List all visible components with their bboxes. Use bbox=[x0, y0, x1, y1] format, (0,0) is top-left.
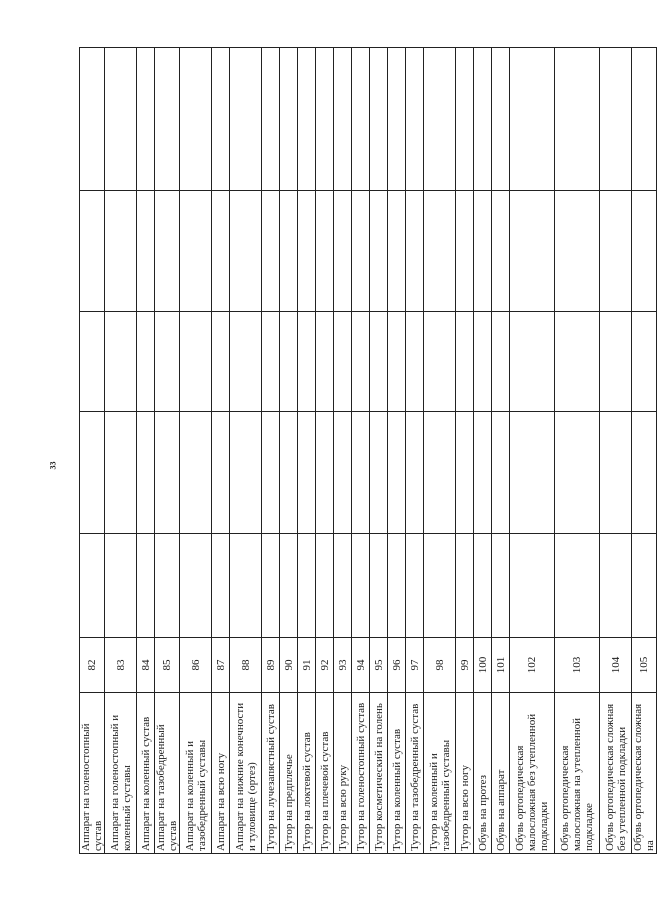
empty-cell bbox=[492, 191, 510, 312]
empty-cell bbox=[388, 412, 406, 534]
empty-cell bbox=[388, 191, 406, 312]
row-item-code: 91 bbox=[298, 638, 316, 693]
row-item-name: Тутор на коленный и тазобедренный суставы bbox=[424, 693, 456, 854]
row-item-code: 94 bbox=[352, 638, 370, 693]
empty-cell bbox=[424, 48, 456, 191]
empty-cell bbox=[230, 191, 262, 312]
table-row bbox=[316, 48, 334, 854]
row-item-code: 92 bbox=[316, 638, 334, 693]
empty-cell bbox=[352, 534, 370, 638]
table-row bbox=[424, 48, 456, 854]
empty-cell bbox=[180, 412, 212, 534]
row-item-code: 98 bbox=[424, 638, 456, 693]
row-item-name: Аппарат на всю ногу bbox=[212, 693, 230, 854]
row-item-code: 83 bbox=[105, 638, 137, 693]
table-body bbox=[80, 48, 657, 854]
empty-cell bbox=[456, 534, 474, 638]
empty-cell bbox=[230, 412, 262, 534]
empty-cell bbox=[632, 412, 657, 534]
empty-cell bbox=[334, 312, 352, 412]
empty-cell bbox=[298, 534, 316, 638]
empty-cell bbox=[298, 312, 316, 412]
empty-cell bbox=[370, 191, 388, 312]
empty-cell bbox=[555, 48, 600, 191]
empty-cell bbox=[492, 534, 510, 638]
empty-cell bbox=[80, 48, 105, 191]
table-row bbox=[492, 48, 510, 854]
table-row bbox=[600, 48, 632, 854]
data-table bbox=[79, 47, 657, 854]
empty-cell bbox=[80, 191, 105, 312]
empty-cell bbox=[492, 312, 510, 412]
row-item-name: Аппарат на голеностопный сустав bbox=[80, 693, 105, 854]
row-item-code: 84 bbox=[137, 638, 155, 693]
row-item-name: Тутор на всю ногу bbox=[456, 693, 474, 854]
empty-cell bbox=[632, 534, 657, 638]
row-item-code: 97 bbox=[406, 638, 424, 693]
row-item-name: Тутор на всю руку bbox=[334, 693, 352, 854]
table-row bbox=[180, 48, 212, 854]
row-item-name: Обувь ортопедическая сложная на bbox=[632, 693, 657, 854]
table-row bbox=[230, 48, 262, 854]
table-row bbox=[105, 48, 137, 854]
empty-cell bbox=[280, 412, 298, 534]
empty-cell bbox=[298, 191, 316, 312]
empty-cell bbox=[424, 191, 456, 312]
empty-cell bbox=[212, 48, 230, 191]
empty-cell bbox=[406, 191, 424, 312]
row-item-name: Тутор косметический на голень bbox=[370, 693, 388, 854]
empty-cell bbox=[474, 534, 492, 638]
empty-cell bbox=[155, 48, 180, 191]
empty-cell bbox=[600, 412, 632, 534]
empty-cell bbox=[370, 312, 388, 412]
empty-cell bbox=[388, 534, 406, 638]
empty-cell bbox=[280, 312, 298, 412]
empty-cell bbox=[105, 48, 137, 191]
empty-cell bbox=[334, 191, 352, 312]
row-item-name: Тутор на лучезапястный сустав bbox=[262, 693, 280, 854]
table-row bbox=[155, 48, 180, 854]
empty-cell bbox=[424, 534, 456, 638]
table-row bbox=[456, 48, 474, 854]
empty-cell bbox=[262, 191, 280, 312]
row-item-name: Тутор на предплечье bbox=[280, 693, 298, 854]
empty-cell bbox=[180, 191, 212, 312]
empty-cell bbox=[137, 534, 155, 638]
row-item-code: 85 bbox=[155, 638, 180, 693]
row-item-code: 96 bbox=[388, 638, 406, 693]
row-item-name: Аппарат на коленный сустав bbox=[137, 693, 155, 854]
empty-cell bbox=[262, 412, 280, 534]
row-item-code: 105 bbox=[632, 638, 657, 693]
table-row bbox=[632, 48, 657, 854]
empty-cell bbox=[212, 191, 230, 312]
row-item-code: 90 bbox=[280, 638, 298, 693]
table-row bbox=[352, 48, 370, 854]
empty-cell bbox=[80, 412, 105, 534]
empty-cell bbox=[352, 312, 370, 412]
row-item-code: 99 bbox=[456, 638, 474, 693]
empty-cell bbox=[632, 312, 657, 412]
empty-cell bbox=[280, 191, 298, 312]
empty-cell bbox=[230, 534, 262, 638]
row-item-code: 103 bbox=[555, 638, 600, 693]
empty-cell bbox=[370, 412, 388, 534]
empty-cell bbox=[600, 534, 632, 638]
empty-cell bbox=[80, 312, 105, 412]
empty-cell bbox=[510, 191, 555, 312]
row-item-name: Тутор на коленный сустав bbox=[388, 693, 406, 854]
empty-cell bbox=[180, 534, 212, 638]
table-row bbox=[370, 48, 388, 854]
empty-cell bbox=[456, 312, 474, 412]
row-item-name: Обувь ортопедическая малосложная без утепленной подкладки bbox=[510, 693, 555, 854]
empty-cell bbox=[105, 312, 137, 412]
empty-cell bbox=[155, 191, 180, 312]
row-item-code: 89 bbox=[262, 638, 280, 693]
empty-cell bbox=[510, 412, 555, 534]
row-item-name: Обувь ортопедическая малосложная на утепленной подкладке bbox=[555, 693, 600, 854]
empty-cell bbox=[424, 312, 456, 412]
empty-cell bbox=[388, 48, 406, 191]
empty-cell bbox=[180, 312, 212, 412]
empty-cell bbox=[280, 534, 298, 638]
empty-cell bbox=[456, 191, 474, 312]
empty-cell bbox=[137, 191, 155, 312]
row-item-name: Тутор на локтевой сустав bbox=[298, 693, 316, 854]
empty-cell bbox=[555, 312, 600, 412]
rotated-table bbox=[79, 48, 656, 854]
table-row bbox=[334, 48, 352, 854]
empty-cell bbox=[212, 534, 230, 638]
empty-cell bbox=[316, 48, 334, 191]
empty-cell bbox=[510, 534, 555, 638]
empty-cell bbox=[155, 312, 180, 412]
empty-cell bbox=[352, 191, 370, 312]
empty-cell bbox=[406, 48, 424, 191]
row-item-code: 82 bbox=[80, 638, 105, 693]
row-item-name: Обувь на аппарат bbox=[492, 693, 510, 854]
empty-cell bbox=[555, 534, 600, 638]
empty-cell bbox=[316, 312, 334, 412]
empty-cell bbox=[137, 48, 155, 191]
empty-cell bbox=[370, 534, 388, 638]
row-item-code: 87 bbox=[212, 638, 230, 693]
table-row bbox=[137, 48, 155, 854]
empty-cell bbox=[230, 312, 262, 412]
empty-cell bbox=[155, 412, 180, 534]
row-item-code: 100 bbox=[474, 638, 492, 693]
empty-cell bbox=[600, 191, 632, 312]
empty-cell bbox=[230, 48, 262, 191]
row-item-name: Аппарат на тазобедренный сустав bbox=[155, 693, 180, 854]
empty-cell bbox=[406, 312, 424, 412]
empty-cell bbox=[316, 191, 334, 312]
empty-cell bbox=[370, 48, 388, 191]
empty-cell bbox=[600, 48, 632, 191]
row-item-name: Тутор на тазобедренный сустав bbox=[406, 693, 424, 854]
table-row bbox=[406, 48, 424, 854]
table-row bbox=[80, 48, 105, 854]
empty-cell bbox=[510, 312, 555, 412]
table-row bbox=[280, 48, 298, 854]
row-item-name: Аппарат на голеностопный и коленный суставы bbox=[105, 693, 137, 854]
row-item-code: 102 bbox=[510, 638, 555, 693]
empty-cell bbox=[298, 412, 316, 534]
row-item-code: 95 bbox=[370, 638, 388, 693]
empty-cell bbox=[555, 412, 600, 534]
empty-cell bbox=[180, 48, 212, 191]
empty-cell bbox=[334, 534, 352, 638]
row-item-code: 93 bbox=[334, 638, 352, 693]
empty-cell bbox=[474, 412, 492, 534]
empty-cell bbox=[352, 48, 370, 191]
empty-cell bbox=[510, 48, 555, 191]
empty-cell bbox=[474, 48, 492, 191]
table-row bbox=[555, 48, 600, 854]
empty-cell bbox=[212, 412, 230, 534]
empty-cell bbox=[262, 534, 280, 638]
table-row bbox=[298, 48, 316, 854]
row-item-code: 101 bbox=[492, 638, 510, 693]
empty-cell bbox=[316, 534, 334, 638]
row-item-code: 88 bbox=[230, 638, 262, 693]
empty-cell bbox=[474, 191, 492, 312]
empty-cell bbox=[105, 534, 137, 638]
page-number: 33 bbox=[48, 461, 58, 470]
table-row bbox=[474, 48, 492, 854]
row-item-code: 86 bbox=[180, 638, 212, 693]
row-item-name: Аппарат на нижние конечности и туловище (ортез) bbox=[230, 693, 262, 854]
empty-cell bbox=[456, 412, 474, 534]
empty-cell bbox=[137, 412, 155, 534]
empty-cell bbox=[334, 48, 352, 191]
empty-cell bbox=[352, 412, 370, 534]
empty-cell bbox=[600, 312, 632, 412]
empty-cell bbox=[155, 534, 180, 638]
empty-cell bbox=[388, 312, 406, 412]
empty-cell bbox=[424, 412, 456, 534]
empty-cell bbox=[492, 48, 510, 191]
row-item-name: Аппарат на коленный и тазобедренный суставы bbox=[180, 693, 212, 854]
row-item-name: Тутор на голеностопный сустав bbox=[352, 693, 370, 854]
table-row bbox=[388, 48, 406, 854]
row-item-name: Обувь на протез bbox=[474, 693, 492, 854]
empty-cell bbox=[262, 48, 280, 191]
empty-cell bbox=[298, 48, 316, 191]
empty-cell bbox=[492, 412, 510, 534]
table-row bbox=[510, 48, 555, 854]
row-item-name: Обувь ортопедическая сложная без утепленной подкладки bbox=[600, 693, 632, 854]
empty-cell bbox=[334, 412, 352, 534]
empty-cell bbox=[137, 312, 155, 412]
empty-cell bbox=[406, 534, 424, 638]
empty-cell bbox=[474, 312, 492, 412]
empty-cell bbox=[406, 412, 424, 534]
empty-cell bbox=[632, 48, 657, 191]
empty-cell bbox=[280, 48, 298, 191]
empty-cell bbox=[632, 191, 657, 312]
table-row bbox=[212, 48, 230, 854]
row-item-name: Тутор на плечевой сустав bbox=[316, 693, 334, 854]
table-row bbox=[262, 48, 280, 854]
row-item-code: 104 bbox=[600, 638, 632, 693]
empty-cell bbox=[316, 412, 334, 534]
table-container bbox=[79, 48, 656, 854]
empty-cell bbox=[212, 312, 230, 412]
empty-cell bbox=[105, 412, 137, 534]
empty-cell bbox=[80, 534, 105, 638]
empty-cell bbox=[456, 48, 474, 191]
empty-cell bbox=[555, 191, 600, 312]
empty-cell bbox=[105, 191, 137, 312]
empty-cell bbox=[262, 312, 280, 412]
